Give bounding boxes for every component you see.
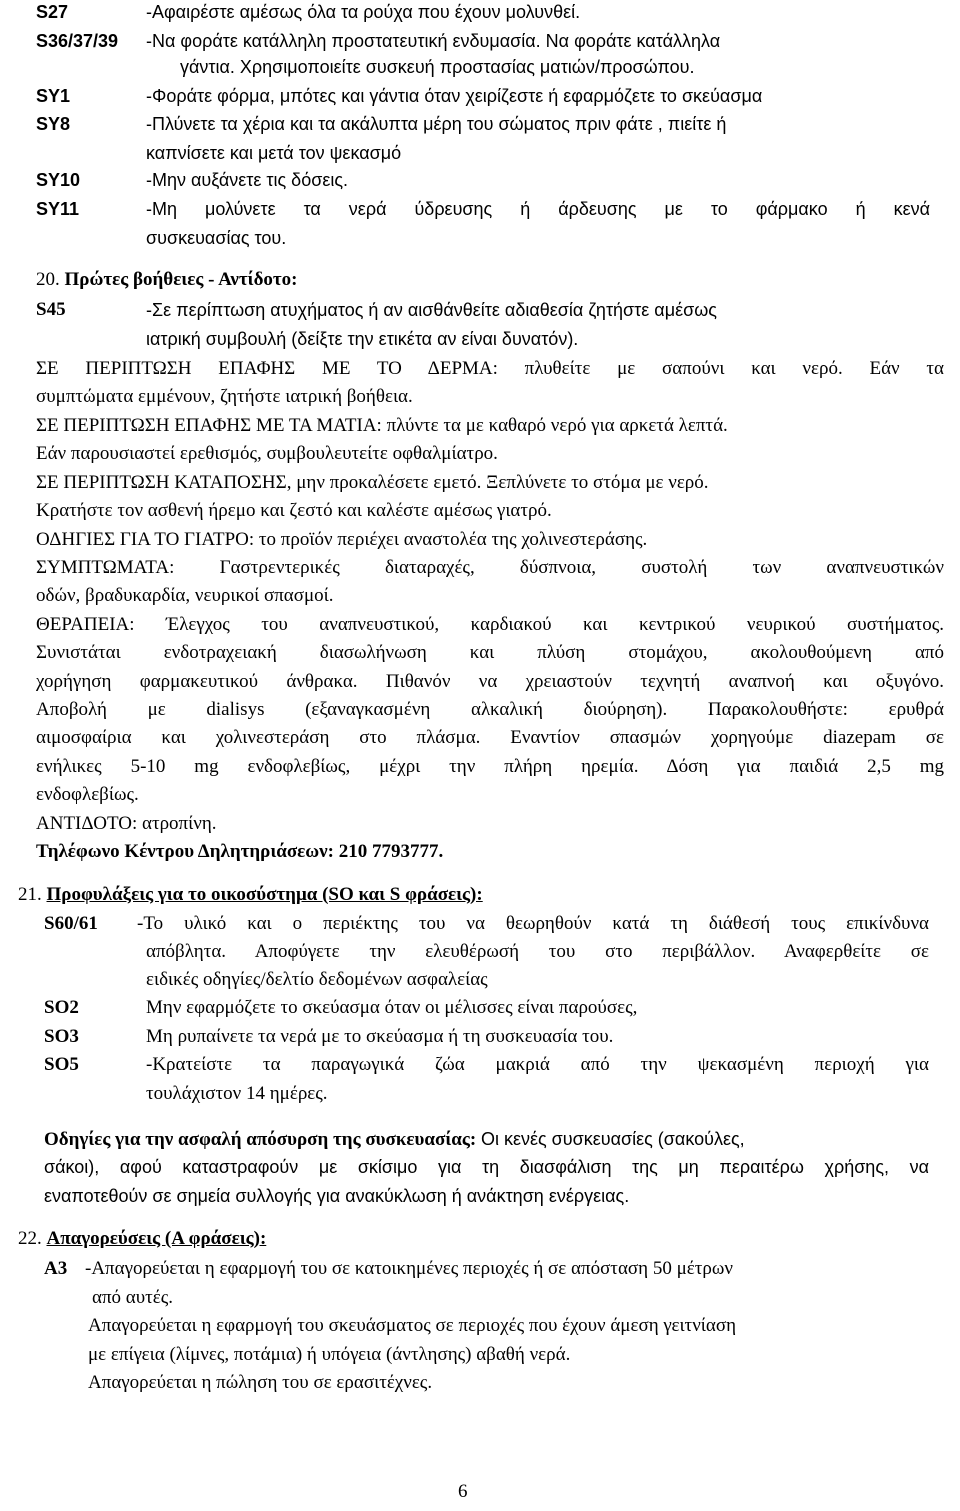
section-22-title: Απαγορεύσεις (Α φράσεις): (46, 1228, 267, 1249)
so5-code: SO5 (44, 1054, 79, 1075)
phrase-text-sy8: -Πλύνετε τα χέρια και τα ακάλυπτα μέρη του σώματος πριν φάτε , πιείτε ή (146, 114, 727, 134)
first-aid-line: ΣΕ ΠΕΡΙΠΤΩΣΗ ΕΠΑΦΗΣ ΜΕ ΤΑ ΜΑΤΙΑ: πλύντε τα με καθαρό νερό για αρκετά λεπτά. (36, 415, 728, 436)
first-aid-line: ενήλικες 5-10 mg ενδοφλεβίως, μέχρι την πλήρη ηρεμία. Δόση για παιδιά 2,5 mg (36, 756, 944, 777)
s60-text: ειδικές οδηγίες/δελτίο δεδομένων ασφαλείας (146, 969, 488, 990)
first-aid-line: Συνιστάται ενδοτραχειακή διασωλήνωση και πλύση στομάχου, ακολουθούμενη από (36, 642, 944, 663)
so2-code: SO2 (44, 997, 79, 1018)
section-20-title: Πρώτες βοήθειες - Αντίδοτο: (64, 269, 298, 290)
section-21-number: 21. (18, 884, 42, 905)
phrase-code-s36: S36/37/39 (36, 31, 119, 51)
prohibition-line: με επίγεια (λίμνες, ποτάμια) ή υπόγεια (άντλησης) αβαθή νερά. (88, 1344, 571, 1365)
first-aid-line: Κρατήστε τον ασθενή ήρεμο και ζεστό και καλέστε αμέσως γιατρό. (36, 500, 552, 521)
prohibition-line: Απαγορεύεται η πώληση του σε ερασιτέχνες. (88, 1372, 433, 1393)
s60-code: S60/61 (44, 913, 98, 934)
phrase-cont-sy11: συσκευασίας του. (146, 228, 287, 248)
s45-code: S45 (36, 299, 66, 320)
phrase-code-sy11: SY11 (36, 199, 80, 219)
page-number: 6 (458, 1481, 468, 1502)
so5-text: -Κρατείστε τα παραγωγικά ζώα μακριά από την ψεκασμένη περιοχή για (146, 1054, 929, 1075)
phrase-code-sy10: SY10 (36, 170, 81, 190)
disposal-text: Οι κενές συσκευασίες (σακούλες, (480, 1129, 745, 1149)
first-aid-line: ΣΕ ΠΕΡΙΠΤΩΣΗ ΕΠΑΦΗΣ ΜΕ ΤΟ ΔΕΡΜΑ: πλυθείτε με σαπούνι και νερό. Εάν τα (36, 358, 944, 379)
phrase-text-sy10: -Μην αυξάνετε τις δόσεις. (146, 170, 349, 190)
section-22-heading (18, 1227, 266, 1251)
so3-code: SO3 (44, 1026, 79, 1047)
first-aid-line: αιμοσφαίρια και χολινεστεράση στο πλάσμα. Εναντίον σπασμών χορηγούμε diazepam σε (36, 727, 944, 748)
a3-text: -Απαγορεύεται η εφαρμογή του σε κατοικημένες περιοχές ή σε απόσταση 50 μέτρων (85, 1258, 733, 1279)
phrase-cont-s36: γάντια. Χρησιμοποιείτε συσκευή προστασίας ματιών/προσώπου. (180, 57, 695, 77)
phrase-text-s27: -Αφαιρέστε αμέσως όλα τα ρούχα που έχουν μολυνθεί. (146, 2, 581, 22)
first-aid-line: χορήγηση φαρμακευτικού άνθρακα. Πιθανόν να χρειαστούν τεχνητή αναπνοή και οξυγόνο. (36, 671, 944, 692)
phrase-text-sy11: -Μη μολύνετε τα νερά ύδρευσης ή άρδευσης με το φάρμακο ή κενά (146, 199, 930, 219)
so2-text: Μην εφαρμόζετε το σκεύασμα όταν οι μέλισσες είναι παρούσες, (146, 997, 638, 1018)
phrase-cont-sy8: καπνίσετε και μετά τον ψεκασμό (146, 143, 402, 163)
so3-text: Μη ρυπαίνετε τα νερά με το σκεύασμα ή τη συσκευασία του. (146, 1026, 614, 1047)
first-aid-line: Αποβολή με dialisys (εξαναγκασμένη αλκαλική διούρηση). Παρακολουθήστε: ερυθρά (36, 699, 944, 720)
section-20-heading (36, 268, 298, 292)
first-aid-line: ΑΝΤΙΔΟΤΟ: ατροπίνη. (36, 813, 217, 834)
phrase-code-sy8: SY8 (36, 114, 71, 134)
s60-text: -Το υλικό και ο περιέκτης του να θεωρηθούν κατά τη διάθεσή τους επικίνδυνα (137, 913, 929, 934)
first-aid-line: Εάν παρουσιαστεί ερεθισμός, συμβουλευτείτε οφθαλμίατρο. (36, 443, 498, 464)
a3-cont: από αυτές. (92, 1287, 174, 1308)
first-aid-line: ΣΕ ΠΕΡΙΠΤΩΣΗ ΚΑΤΑΠΟΣΗΣ, μην προκαλέσετε εμετό. Ξεπλύνετε το στόμα με νερό. (36, 472, 709, 493)
phrase-code-s27: S27 (36, 2, 69, 22)
first-aid-line: ΟΔΗΓΙΕΣ ΓΙΑ ΤΟ ΓΙΑΤΡΟ: το προϊόν περιέχει αναστολέα της χολινεστεράσης. (36, 529, 648, 550)
disposal-line-3: εναποτεθούν σε σημεία συλλογής για ανακύκλωση ή ανάκτηση ενέργειας. (44, 1186, 630, 1206)
first-aid-line: ενδοφλεβίως. (36, 784, 139, 805)
disposal-label: Οδηγίες για την ασφαλή απόσυρση της συσκευασίας: (44, 1129, 477, 1150)
first-aid-line: οδών, βραδυκαρδία, νευρικοί σπασμοί. (36, 585, 334, 606)
section-21-title: Προφυλάξεις για το οικοσύστημα (SO και S φράσεις): (46, 884, 483, 905)
a3-code: Α3 (44, 1258, 68, 1279)
prohibition-line: Απαγορεύεται η εφαρμογή του σκευάσματος σε περιοχές που έχουν άμεση γειτνίαση (88, 1315, 737, 1336)
poison-center-phone: Τηλέφωνο Κέντρου Δηλητηριάσεων: 210 7793777. (36, 841, 444, 862)
first-aid-line: ΘΕΡΑΠΕΙΑ: Έλεγχος του αναπνευστικού, καρδιακού και κεντρικού νευρικού συστήματος. (36, 614, 944, 635)
s45-cont: ιατρική συμβουλή (δείξτε την ετικέτα αν είναι δυνατόν). (146, 329, 579, 349)
disposal-line-2: σάκοι), αφού καταστραφούν με σκίσιμο για τη διασφάλιση της μη περαιτέρω χρήσης, να (44, 1157, 929, 1177)
phrase-code-sy1: SY1 (36, 86, 71, 106)
section-21-heading (18, 883, 483, 907)
s60-text: απόβλητα. Αποφύγετε την ελευθέρωσή του στο περιβάλλον. Αναφερθείτε σε (146, 941, 929, 962)
phrase-text-sy1: -Φοράτε φόρμα, μπότες και γάντια όταν χειρίζεστε ή εφαρμόζετε το σκεύασμα (146, 86, 763, 106)
first-aid-line: συμπτώματα εμμένουν, ζητήστε ιατρική βοήθεια. (36, 386, 413, 407)
section-22-number: 22. (18, 1228, 42, 1249)
disposal-line-1 (44, 1127, 929, 1152)
s45-text: -Σε περίπτωση ατυχήματος ή αν αισθάνθείτε αδιαθεσία ζητήστε αμέσως (146, 300, 717, 320)
so5-cont: τουλάχιστον 14 ημέρες. (146, 1083, 328, 1104)
phrase-text-s36: -Να φοράτε κατάλληλη προστατευτική ενδυμασία. Να φοράτε κατάλληλα (146, 31, 721, 51)
first-aid-line: ΣΥΜΠΤΩΜΑΤΑ: Γαστρεντερικές διαταραχές, δύσπνοια, συστολή των αναπνευστικών (36, 557, 944, 578)
section-20-number: 20. (36, 269, 60, 290)
